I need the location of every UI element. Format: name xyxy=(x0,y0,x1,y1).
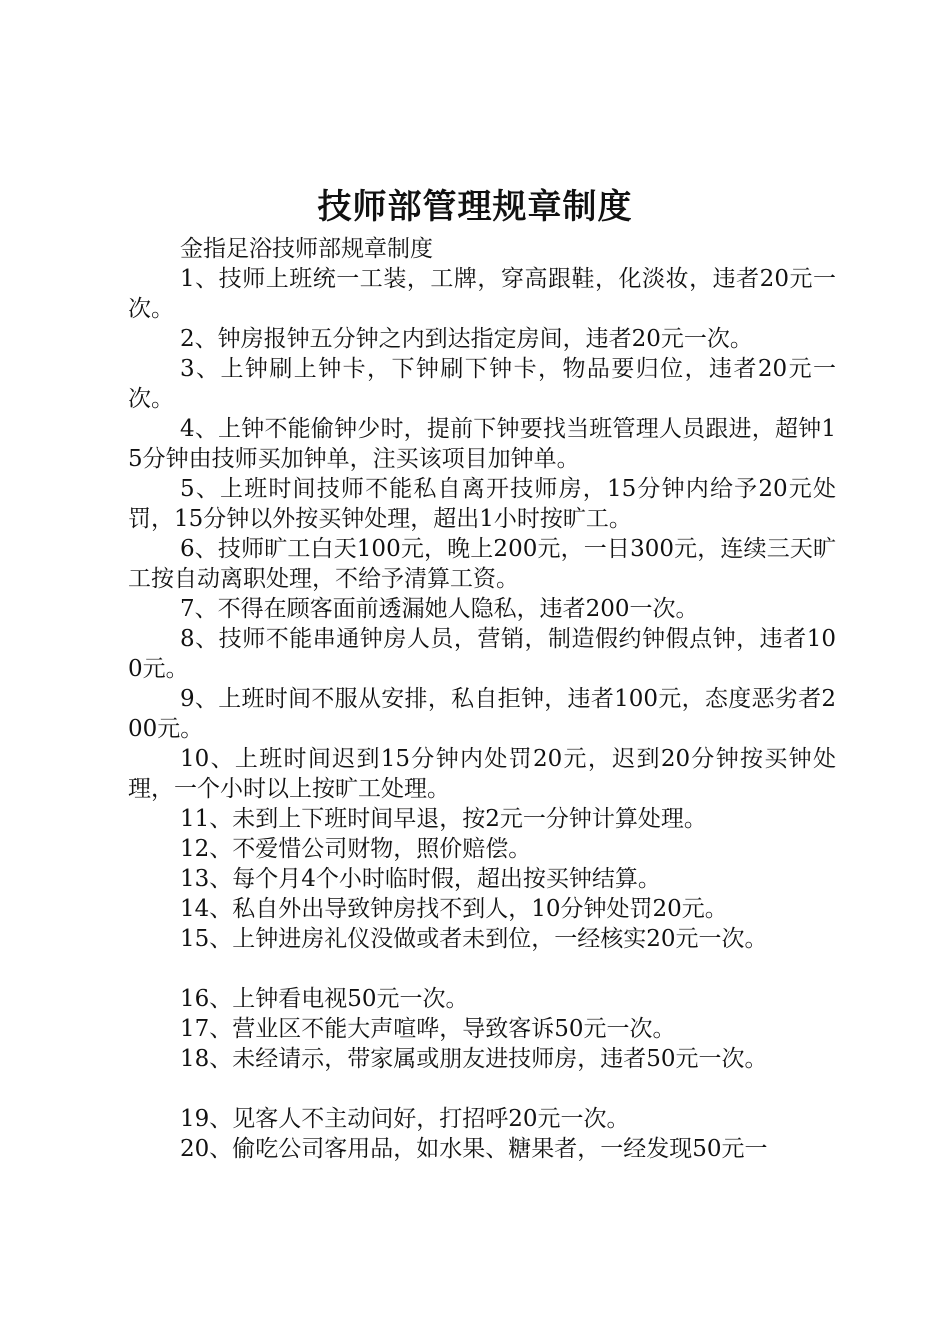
rule-item: 5、上班时间技师不能私自离开技师房，15分钟内给予20元处罚，15分钟以外按买钟处理，超出1小时按旷工。 xyxy=(128,476,836,532)
rule-item: 6、技师旷工白天100元，晚上200元，一日300元，连续三天旷工按自动离职处理，不给予清算工资。 xyxy=(128,536,836,592)
rule-item: 20、偷吃公司客用品，如水果、糖果者，一经发现50元一 xyxy=(180,1136,768,1162)
rule-item: 19、见客人不主动问好，打招呼20元一次。 xyxy=(180,1106,630,1132)
rule-item: 14、私自外出导致钟房找不到人，10分钟处罚20元。 xyxy=(180,896,728,922)
document-title: 技师部管理规章制度 xyxy=(317,187,633,227)
rule-item: 15、上钟进房礼仪没做或者未到位，一经核实20元一次。 xyxy=(180,926,768,952)
rule-item: 4、上钟不能偷钟少时，提前下钟要找当班管理人员跟进，超钟15分钟由技师买加钟单，注买该项目加钟单。 xyxy=(128,416,836,472)
rule-item: 7、不得在顾客面前透漏她人隐私，违者200一次。 xyxy=(180,596,699,622)
rule-item: 1、技师上班统一工装，工牌，穿高跟鞋，化淡妆，违者20元一次。 xyxy=(128,266,836,322)
document-body xyxy=(128,234,836,1164)
rule-item: 18、未经请示，带家属或朋友进技师房，违者50元一次。 xyxy=(180,1046,768,1072)
rule-item: 3、上钟刷上钟卡，下钟刷下钟卡，物品要归位，违者20元一次。 xyxy=(128,356,836,412)
rule-item: 17、营业区不能大声喧哗，导致客诉50元一次。 xyxy=(180,1016,676,1042)
rule-item: 16、上钟看电视50元一次。 xyxy=(180,986,469,1012)
rule-item: 12、不爱惜公司财物，照价赔偿。 xyxy=(180,836,532,862)
rule-item: 9、上班时间不服从安排，私自拒钟，违者100元，态度恶劣者200元。 xyxy=(128,686,836,742)
rule-item: 8、技师不能串通钟房人员，营销，制造假约钟假点钟，违者100元。 xyxy=(128,626,836,682)
paragraph-gap xyxy=(128,1074,836,1104)
rule-item: 2、钟房报钟五分钟之内到达指定房间，违者20元一次。 xyxy=(180,326,753,352)
paragraph-gap xyxy=(128,954,836,984)
rule-item: 10、上班时间迟到15分钟内处罚20元，迟到20分钟按买钟处理，一个小时以上按旷工处理。 xyxy=(128,746,836,802)
document-subtitle: 金指足浴技师部规章制度 xyxy=(180,236,433,262)
rule-item: 13、每个月4个小时临时假，超出按买钟结算。 xyxy=(180,866,661,892)
rule-item: 11、未到上下班时间早退，按2元一分钟计算处理。 xyxy=(180,806,707,832)
